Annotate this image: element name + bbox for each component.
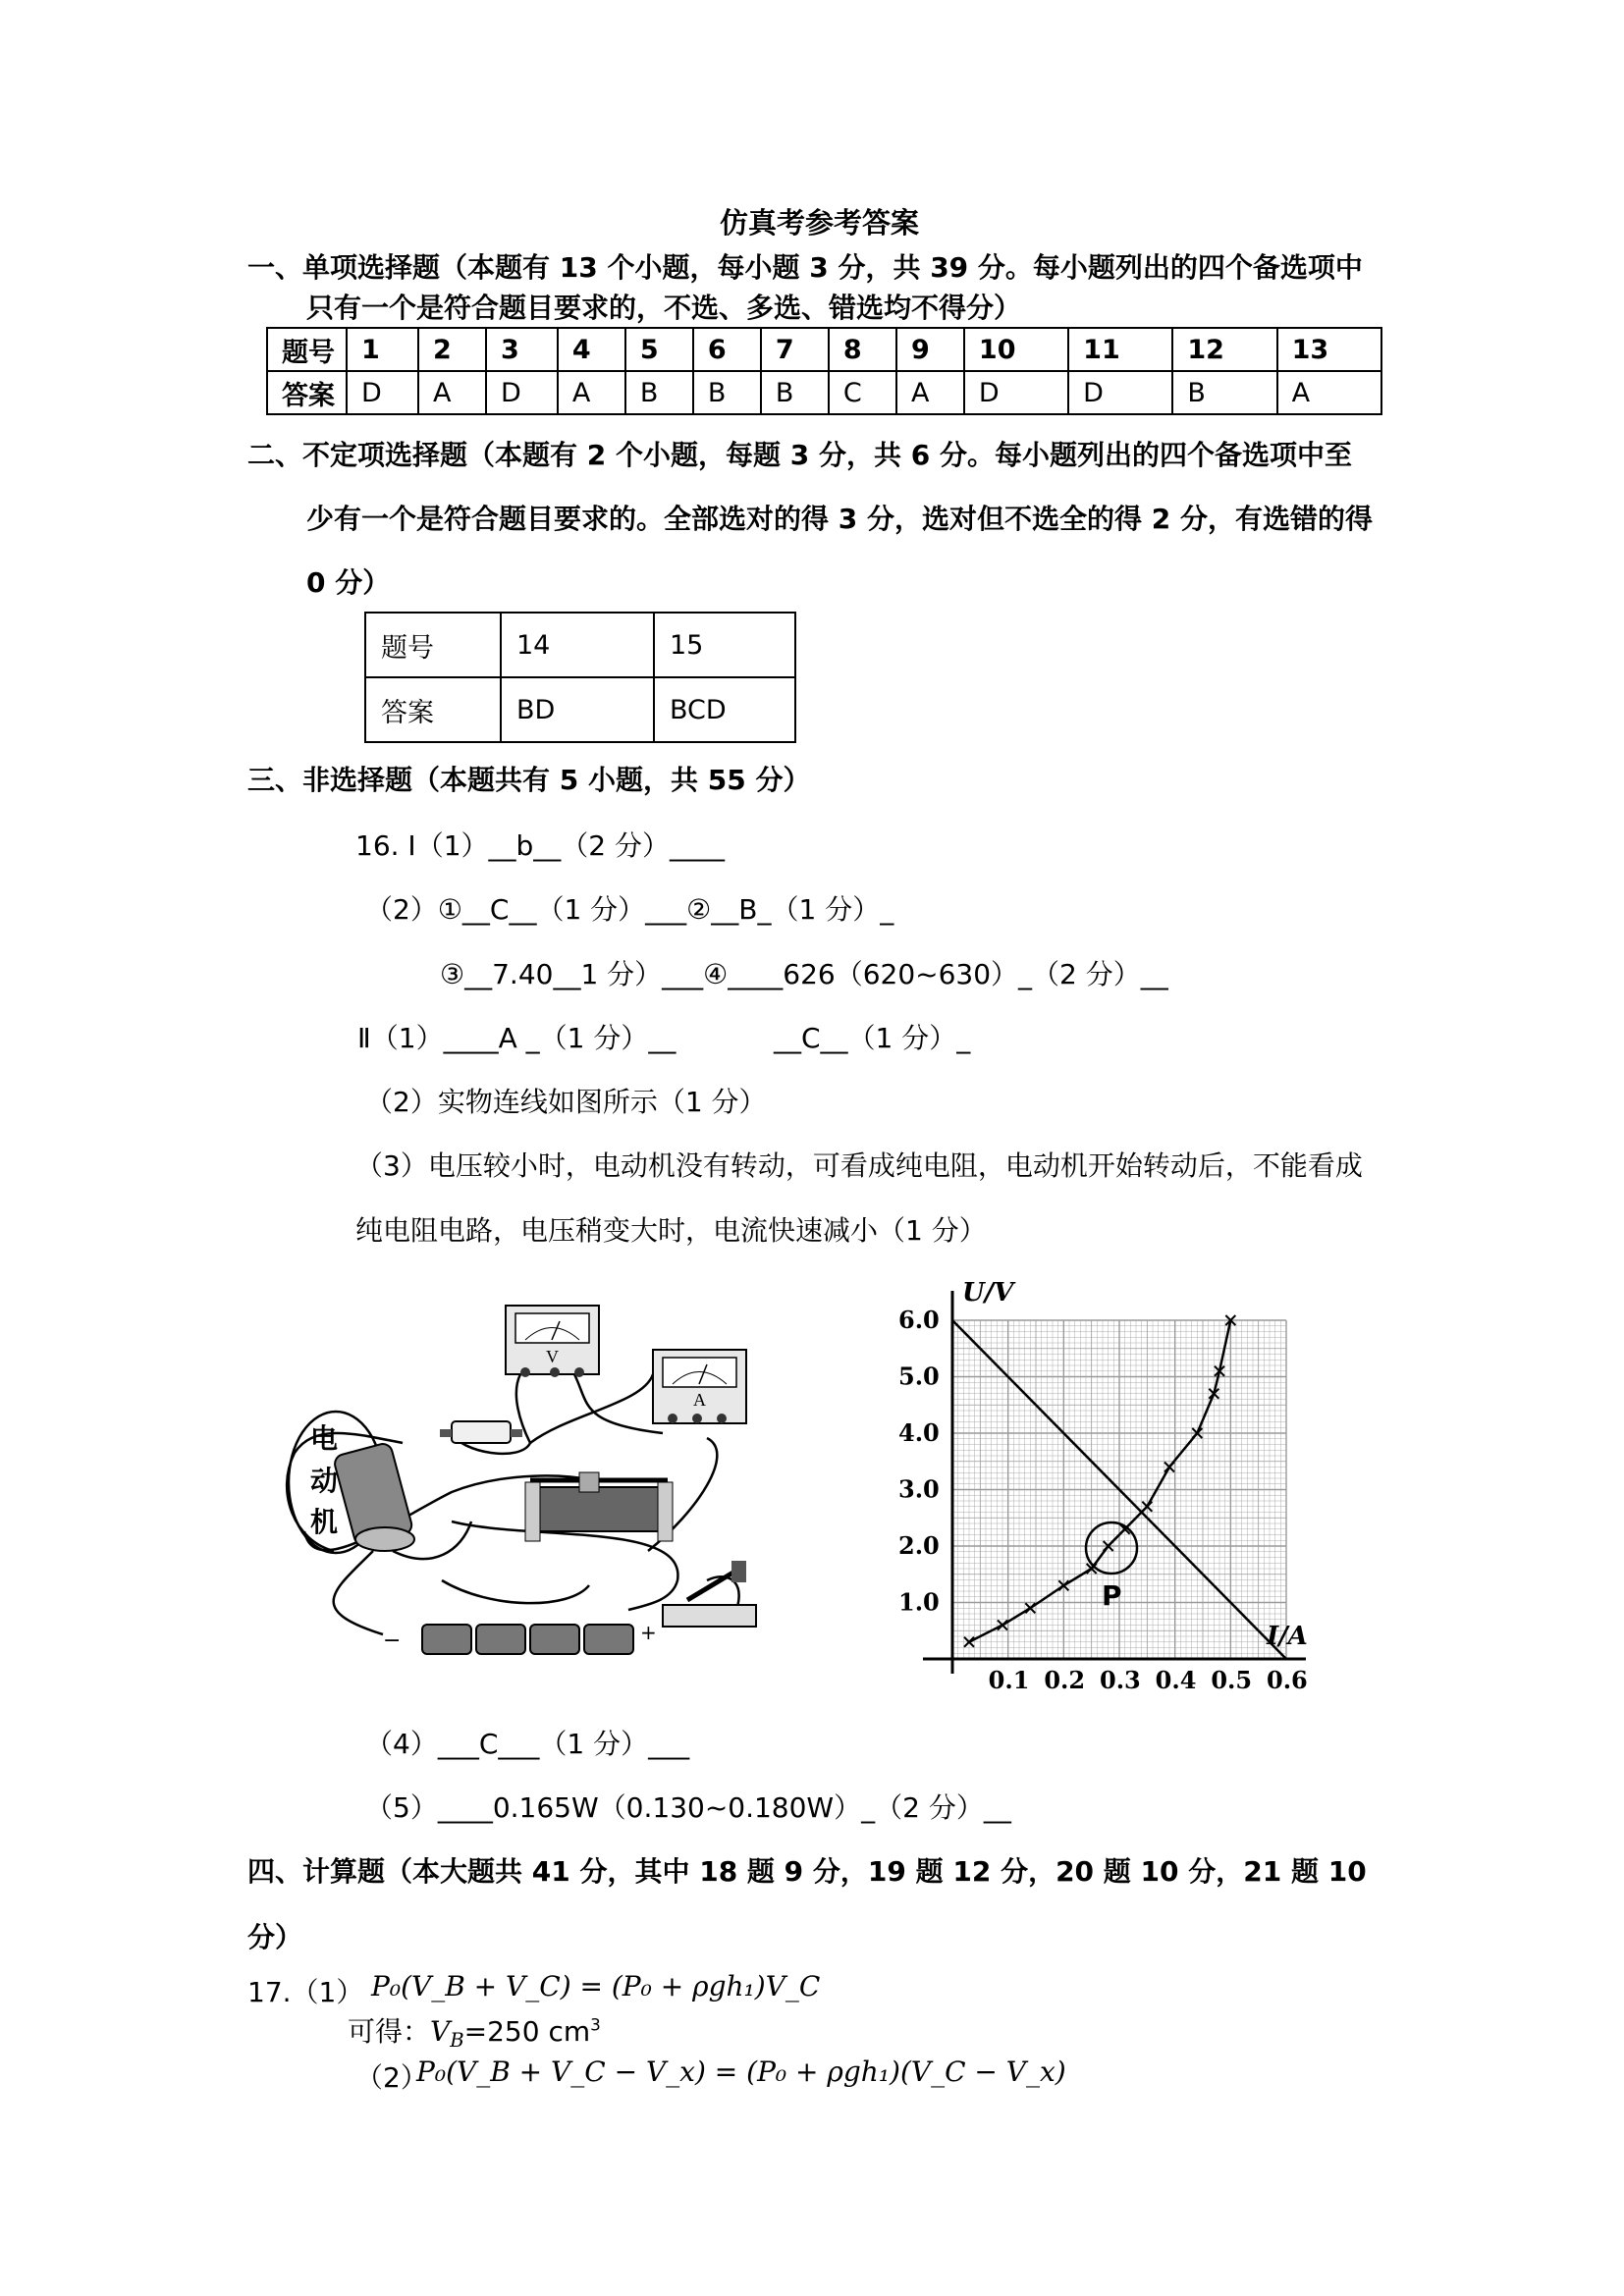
q-number: 12 xyxy=(1172,328,1276,371)
u-i-graph xyxy=(884,1266,1326,1708)
q-number: 11 xyxy=(1068,328,1172,371)
section1-heading-cont: 只有一个是符合题目要求的，不选、多选、错选均不得分） xyxy=(306,292,1022,324)
answer: BD xyxy=(501,677,654,742)
answer-line: （2）①__C__（1 分）___②__B_（1 分）_ xyxy=(365,893,894,926)
voltmeter-label: V xyxy=(546,1347,559,1366)
y-tick-label: 3.0 xyxy=(898,1474,940,1504)
vb-symbol: $V_B$ xyxy=(430,2015,464,2052)
section4-heading-cont: 分） xyxy=(247,1921,303,1953)
result-prefix: 可得： xyxy=(348,2015,431,2048)
motor-label-char: 动 xyxy=(310,1465,339,1497)
answer-line: （3）电压较小时，电动机没有转动，可看成纯电阻，电动机开始转动后，不能看成 xyxy=(355,1149,1363,1182)
q-number: 9 xyxy=(896,328,964,371)
q-number: 4 xyxy=(558,328,625,371)
section2-answer-table xyxy=(364,612,796,743)
x-axis-label: I/A xyxy=(1267,1622,1308,1651)
answer: D xyxy=(486,371,558,414)
answer-line: 16. Ⅰ（1）__b__（2 分）____ xyxy=(355,829,725,862)
answer: B xyxy=(625,371,693,414)
section1-heading: 一、单项选择题（本题有 13 个小题，每小题 3 分，共 39 分。每小题列出的四个备选项中 xyxy=(247,251,1363,284)
answer: B xyxy=(1172,371,1276,414)
result-line: 可得：$V_B=250$ $cm^3$ xyxy=(348,2014,601,2052)
page-title: 仿真考参考答案 xyxy=(720,206,920,240)
answer-line: （2）实物连线如图所示（1 分） xyxy=(365,1086,767,1118)
row-label-q: 题号 xyxy=(267,328,347,371)
resistor xyxy=(440,1421,522,1443)
answer-line: （4）___C___（1 分）___ xyxy=(365,1728,690,1760)
x-tick-label: 0.6 xyxy=(1267,1666,1308,1694)
section3-heading: 三、非选择题（本题共有 5 小题，共 55 分） xyxy=(247,764,811,796)
equation-2: P₀(V_B + V_C − V_x) = (P₀ + ρgh₁)(V_C − V_x) xyxy=(416,2056,1066,2088)
section1-answer-table xyxy=(266,327,1382,415)
answer: A xyxy=(418,371,486,414)
rheostat xyxy=(525,1472,673,1541)
motor-label-char: 电 xyxy=(310,1422,339,1455)
q-number: 14 xyxy=(501,613,654,677)
section2-heading-cont: 少有一个是符合题目要求的。全部选对的得 3 分，选对但不选全的得 2 分，有选错的得 xyxy=(306,503,1373,535)
result-value: =250 cm xyxy=(463,2015,591,2048)
answer: A xyxy=(1277,371,1381,414)
q-number: 10 xyxy=(964,328,1068,371)
x-tick-label: 0.1 xyxy=(988,1666,1030,1694)
answer: A xyxy=(558,371,625,414)
x-tick-label: 0.2 xyxy=(1044,1666,1086,1694)
y-tick-label: 6.0 xyxy=(898,1306,940,1334)
x-tick-label: 0.3 xyxy=(1100,1666,1141,1694)
table-row xyxy=(365,613,795,677)
table-row xyxy=(267,371,1381,414)
battery-pack xyxy=(383,1621,657,1654)
section2-heading-cont2: 0 分） xyxy=(306,566,391,599)
row-label-q: 题号 xyxy=(365,613,501,677)
answer: B xyxy=(761,371,829,414)
q17-part2-label: （2） xyxy=(355,2061,428,2094)
table-row xyxy=(365,677,795,742)
answer: D xyxy=(1068,371,1172,414)
x-tick-label: 0.5 xyxy=(1211,1666,1253,1694)
q-number: 5 xyxy=(625,328,693,371)
answer-line: ③__7.40__1 分）___④____626（620~630）_（2 分）__ xyxy=(440,958,1168,990)
row-label-a: 答案 xyxy=(365,677,501,742)
y-tick-label: 5.0 xyxy=(898,1362,940,1391)
answer-line: Ⅱ（1）____A _（1 分）__ xyxy=(357,1022,677,1054)
q-number: 8 xyxy=(829,328,896,371)
circuit-diagram xyxy=(275,1286,805,1679)
answer: D xyxy=(347,371,418,414)
equation-1: P₀(V_B + V_C) = (P₀ + ρgh₁)V_C xyxy=(371,1970,821,2002)
q17-label: 17.（1） xyxy=(247,1976,364,2008)
y-tick-label: 2.0 xyxy=(898,1531,940,1560)
battery-minus: − xyxy=(383,1629,402,1653)
q-number: 7 xyxy=(761,328,829,371)
q-number: 6 xyxy=(693,328,761,371)
ammeter-label: A xyxy=(693,1390,706,1410)
svg-text:电 动 机 xyxy=(310,1422,348,1538)
motor-label-char: 机 xyxy=(310,1506,339,1538)
q-number: 15 xyxy=(654,613,795,677)
voltmeter xyxy=(506,1306,599,1377)
section4-heading: 四、计算题（本大题共 41 分，其中 18 题 9 分，19 题 12 分，20 题 10 分，21 题 10 xyxy=(247,1855,1367,1888)
x-tick-label: 0.4 xyxy=(1155,1666,1197,1694)
q-number: 3 xyxy=(486,328,558,371)
answer-line: __C__（1 分）_ xyxy=(774,1022,971,1054)
y-tick-label: 4.0 xyxy=(898,1418,940,1447)
y-axis-label: U/V xyxy=(962,1278,1014,1308)
q-number: 13 xyxy=(1277,328,1381,371)
ammeter xyxy=(653,1350,746,1423)
answer: BCD xyxy=(654,677,795,742)
answer: D xyxy=(964,371,1068,414)
row-label-a: 答案 xyxy=(267,371,347,414)
answer-line: 纯电阻电路，电压稍变大时，电流快速减小（1 分） xyxy=(355,1214,987,1247)
q-number: 1 xyxy=(347,328,418,371)
battery-plus: + xyxy=(640,1621,657,1644)
point-p-label: P xyxy=(1102,1579,1122,1612)
y-tick-label: 1.0 xyxy=(898,1587,940,1617)
table-row xyxy=(267,328,1381,371)
section2-heading: 二、不定项选择题（本题有 2 个小题，每题 3 分，共 6 分。每小题列出的四个备选项中至 xyxy=(247,439,1352,471)
q-number: 2 xyxy=(418,328,486,371)
answer: C xyxy=(829,371,896,414)
answer: A xyxy=(896,371,964,414)
answer: B xyxy=(693,371,761,414)
answer-line: （5）____0.165W（0.130~0.180W）_（2 分）__ xyxy=(365,1791,1011,1824)
